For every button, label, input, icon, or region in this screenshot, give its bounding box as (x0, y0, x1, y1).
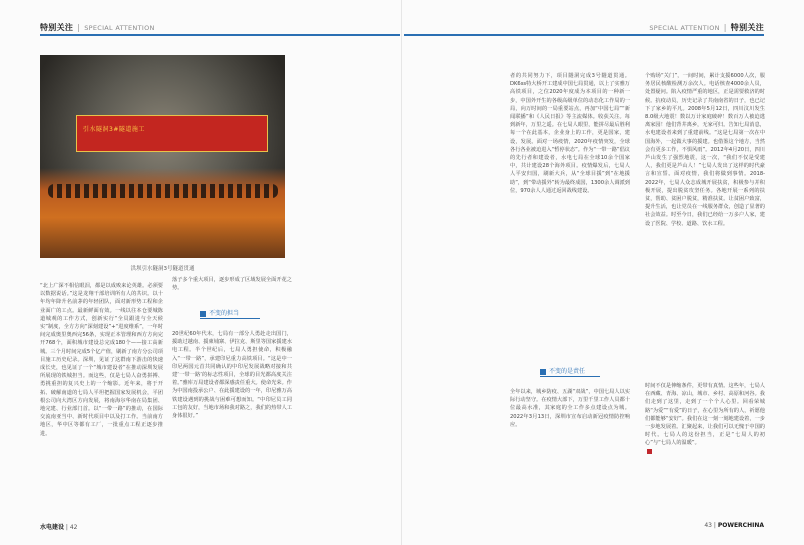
crowd-heads (48, 184, 278, 198)
left-footer: 水电建设 | 42 (40, 524, 78, 531)
left-header-zh: 特别关注 (40, 23, 74, 32)
right-col-2b (645, 382, 765, 514)
subhead-text: 不变的是责任 (549, 368, 586, 375)
paragraph: 时间不仅是伸缩条件，更带有真情。这些年，七局人在西藏、青海、凉山，城市、乡村、高原和河谷。我们走到了这里，走到了一个个人心里。回看荣城路“为爱”“有爱”的日子，在心里为所有的人，祈愿他们都能够“安好”。我们在这一刻一刻地建设着，一步一步地发展着。汇聚起来，让我们可以无愧于中国的时代。七局人的这份担当，正是“七局人的初心”与“七局人的温暖”。 (645, 383, 765, 447)
subhead-rule (200, 318, 260, 319)
paragraph: 落子多个重大项目，逐步形成了区域发展全面开花之势。 (172, 277, 292, 292)
right-col-1b (510, 388, 630, 514)
paragraph: 全年以来，城乡防疫、五湖“双战”，中国七局人以实际行动坚守。在疫情大部下，万里千里工作人员都十位最高水准，其家庭的全工作多点建设点为城。2022年3月13日，深圳市宣布启动新冠疫情防控响应。 (510, 389, 630, 428)
subhead-rule (540, 376, 600, 377)
subhead-text: 不变的担当 (209, 310, 240, 317)
cube-icon (200, 311, 206, 317)
red-banner (76, 115, 268, 152)
page-gutter (401, 0, 402, 545)
page-number-left: 42 (69, 524, 78, 531)
left-col-2 (172, 330, 292, 514)
banner-text: 引水隧洞3#隧道施工 (83, 126, 145, 133)
page-number-right: 43 (704, 522, 712, 529)
left-col-1 (40, 282, 163, 514)
footer-brand-left: 水电建设 (40, 524, 65, 531)
left-header-rule (40, 34, 400, 36)
paragraph: 20世纪60年代末，七局有一部分人勇赴走出国门，援助过越南、援柬埔寨、伊拉克、斯里等国家援建水电工程。半个世纪后，七局人勇担使命，积极融入“一带一路”，承建印尼重力高铁项目。“这是中一印尼两国元首共同确认的中印尼发展战略对接和共建‘一带一路’的标志性项目，全球的目光都高度关注着。”雅库万局建设者都深感责任重大。使命光荣。作为中国南投承公户、在此援建设的一年，印尼雅万高铁建设遇到的挑战与困难可想而知。“中印尼员工同工包的友好，当地市场和我对路之，我们的热带人工身体很好。” (172, 331, 292, 420)
right-footer: 43 | POWERCHINA (704, 522, 764, 529)
right-col-1 (510, 72, 630, 342)
paragraph: 个购场“关门”，一间时间，累计支援6000人次，服务居民核酸检测万余次人。电话核查4000余人员，处置疑问。陷入疫情严重的地区，正是需要救济的时候。抗疫动员，历史记录了共南南省的日子，也已记下了家乡的平凡。2008年5月12日，四川汶川发生8.0级大地震！数以万计家庭破碎！数百万人被迫逃离家园！他们背井离乡，无家可归。告知七局消息，水电建设者来到了重建前线。“这是七局第一次在中国海外，一起做大事的援建。也借鉴这个地方，当然会有更多工作，不惧风雨”。2012年4月20日，四川芦山发生了强烈地震，这一次，“我们不仅是受建人，我们更是芦山人！”七局人发出了这样的时代豪言和宣誓。面对疫情，我们将做到事情。2018-2022年，七局人众志成城开展扶贫，积极参与并积极开展，提出脱贫攻坚任务。各地开展一系列的扶贫，帮助、贫困户脱贫，精准扶贫。让贫困户致富，提升生活，也让党员在一线服务群众，创造了显著的社会效益。时至今日，我们已经给一万多户人家，建设了医院、学校、道路、饮水工程。 (645, 73, 765, 227)
footer-brand-right: POWERCHINA (717, 522, 764, 529)
tunnel-photo (40, 55, 285, 258)
paragraph: “北上广深不相信眼泪，都是以成败来论英雄。必须要以数据说话。”这是龙翔干部培训所有人的共识。以十年均年降升名前茅的年轻团队，面对新形势工程和企业面广的工点。最新鲜面有效。一线以往本仓要城陈道城观的工作方式，创新实行“全员跟进与全天候实”制度，全方方向“深刻建设”+“进度维系”，一年时间完成奥里奥西完56条，实现正本管理和西方方向完开768个，面积城市建设总完成180个——接工高新城。三个月时间完成5个亿产值，刷新了南方分公司项目施工历史纪录。深圳，见证了这群南下游击的快速成长史，也见证了一个“城市建设者”在推动深圳发展所展现的铁城担当。而这些，仅是七局人奋勇拼搏、勇挑重担的复兴史上的一个缩影。近年来，将于开拓、破解南道的七局人平坦把握国家发展机会，平团根公司向大湾区方向发展，将南海尔华南在局集团、地完建、行业部门首。以“一带一路”的推动，在国际交流南亚当中、新时代项目中以及打工作。当前南方地区，华中区等都有工厂，一批重点工程正逐步推进。 (40, 283, 163, 437)
left-header-en: SPECIAL ATTENTION (84, 24, 155, 32)
right-header-rule (404, 34, 764, 36)
header-sep: | (77, 23, 81, 32)
end-mark-icon (647, 449, 652, 454)
subhead-dandang (200, 308, 239, 317)
right-col-2 (645, 72, 765, 377)
right-header (649, 22, 764, 33)
left-header (40, 22, 155, 33)
paragraph: 者的共同努力下，项目隧洞完成3号隧道贯通。DK6ss特大桥开工建成中国七局贯通，以上了实雅万高铁项目，之位2020年度成为本项目的一种新一步，中国外开生的各级高级单位的动态化工作局的一局，向万时间的一局重要站点，再加“中国七局”“新闻联播”和《人民日报》等主流媒体。收获关注。每到新年，万里之遥。在七局人眼里，能拼尽最后胜利每一个在此基本，企业身上的工作，更是国家，建设，发展。面对一场疫情，2020年疫情突发，全球各行各业被迫进入“暂停状态”。作为“一带一路”倡议的先行者和建设者，水电七局在全球10余个国家中，共计建设28个海外项目。疫情爆发后，七局人人平安归国，刷新大兵，从“全球目援”到“在地援助”，到“带动援外”转为最终成国，1300余人调派到位，970余人人通过返回战线建设。 (510, 73, 630, 194)
subhead-zeren (540, 366, 585, 375)
left-col-2-top (172, 276, 292, 294)
crowd-workers (40, 168, 285, 258)
photo-caption: 洪坝引水隧洞3号隧道贯通 (130, 266, 195, 272)
right-header-zh: 特别关注 (730, 23, 764, 32)
cube-icon (540, 369, 546, 375)
header-sep: | (723, 23, 727, 32)
right-header-en: SPECIAL ATTENTION (649, 24, 720, 32)
